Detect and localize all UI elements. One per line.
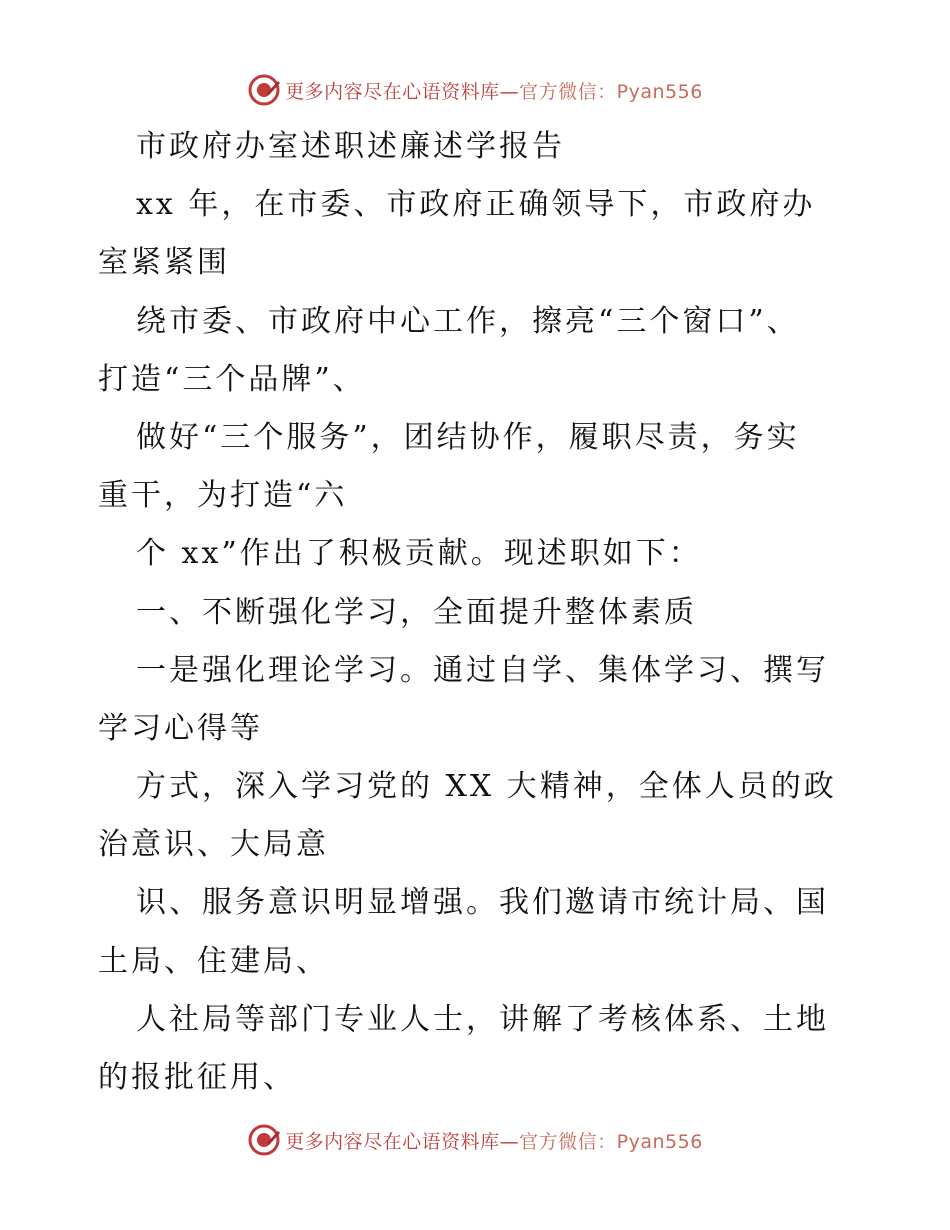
document-line: 一、不断强化学习，全面提升整体素质 <box>136 594 697 630</box>
document-line: 治意识、大局意 <box>98 827 329 863</box>
document-body <box>98 118 858 1107</box>
document-line: 学习心得等 <box>98 710 263 746</box>
banner-text <box>285 77 703 104</box>
document-line: xx 年，在市委、市政府正确领导下，市政府办 <box>136 187 816 223</box>
document-line: 室紧紧围 <box>98 245 230 281</box>
banner-text <box>285 1127 703 1154</box>
document-line: 绕市委、市政府中心工作，擦亮“三个窗口”、 <box>136 303 800 339</box>
document-line: 个 xx”作出了积极贡献。现述职如下： <box>136 536 702 572</box>
header-banner <box>0 70 950 110</box>
banner-slogan: 更多内容尽在心语资料库— <box>285 80 520 103</box>
banner-wechat: 官方微信：Pyan556 <box>519 80 703 103</box>
document-line: 方式，深入学习党的 XX 大精神，全体人员的政 <box>136 769 837 805</box>
document-line: 打造“三个品牌”、 <box>98 361 366 397</box>
document-line: 做好“三个服务”，团结协作，履职尽责，务实 <box>136 419 800 455</box>
pen-logo-icon <box>247 73 281 107</box>
document-line: 一是强化理论学习。通过自学、集体学习、撰写 <box>136 652 829 688</box>
document-line: 识、服务意识明显增强。我们邀请市统计局、国 <box>136 885 829 921</box>
document-line: 的报批征用、 <box>98 1060 296 1095</box>
document-line: 土局、住建局、 <box>98 943 329 979</box>
footer-banner <box>0 1120 950 1160</box>
document-line: 市政府办室述职述廉述学报告 <box>136 129 565 164</box>
document-line: 人社局等部门专业人士，讲解了考核体系、土地 <box>136 1001 829 1037</box>
document-line: 重干，为打造“六 <box>98 478 348 514</box>
banner-slogan: 更多内容尽在心语资料库— <box>285 1130 520 1153</box>
pen-logo-icon <box>247 1123 281 1157</box>
banner-wechat: 官方微信：Pyan556 <box>519 1130 703 1153</box>
